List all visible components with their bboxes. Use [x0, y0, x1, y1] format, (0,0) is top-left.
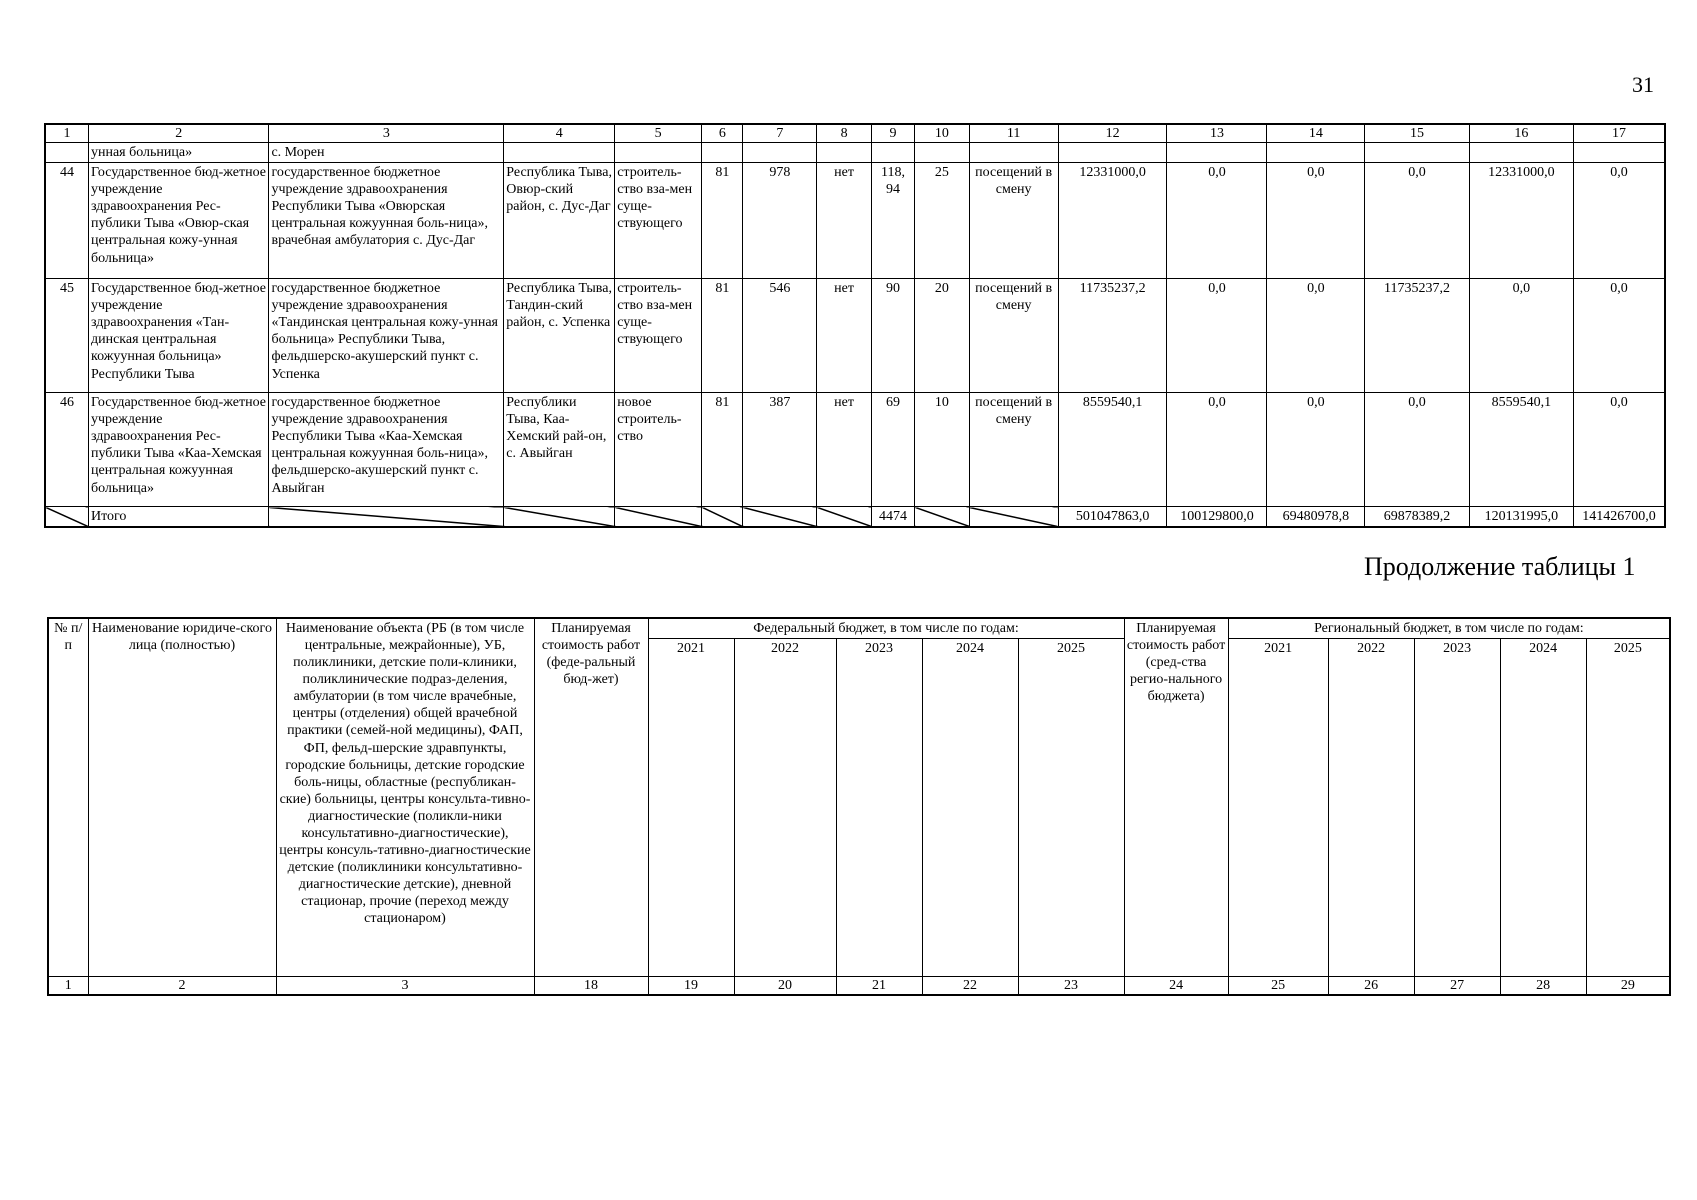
header-object: Наименование объекта (РБ (в том числе центральные, межрайонные), УБ, поликлиники, детские поли-клиники, поликлинические подраз-деления, амбулатории (в том числе врачебные, центры (отделения) общей врачебной практики (семей-ной медицины), ФАП, ФП, фельд-шерские здравпункты, городские больницы, детские городские боль-ницы, областные (республикан-ские) больницы, центры консульта-тивно-диагностические (поликли-ники консультативно-диагностические), центры консуль-тативно-диагностические детские (поликлиники консультативно-диагностические детские), дневной стационар, прочие (переход между стационаром) — [276, 618, 534, 977]
cell-location: Республика Тыва, Овюр-ский район, с. Дус-Даг — [504, 163, 615, 279]
col-number: 20 — [734, 977, 836, 996]
cell-work: строитель-ство вза-мен суще-ствующего — [615, 279, 702, 393]
cell-c17: 0,0 — [1574, 279, 1665, 393]
header-year: 2025 — [1018, 639, 1124, 977]
total-c15: 69878389,2 — [1365, 507, 1469, 528]
cell-c7: 387 — [743, 393, 817, 507]
cell-c13: 0,0 — [1167, 393, 1267, 507]
cell-c13: 0,0 — [1167, 279, 1267, 393]
cell-legal: Государственное бюд-жетное учреждение здравоохранения Рес-публики Тыва «Овюр-ская центральная кожу-унная больница» — [88, 163, 268, 279]
cell-c16: 12331000,0 — [1469, 163, 1573, 279]
col-number: 2 — [88, 977, 276, 996]
col-number: 12 — [1058, 124, 1167, 143]
col-number: 21 — [836, 977, 922, 996]
cell-number: 45 — [45, 279, 88, 393]
col-number: 7 — [743, 124, 817, 143]
col-number: 3 — [276, 977, 534, 996]
col-number: 25 — [1228, 977, 1328, 996]
cell-c6: 81 — [702, 279, 743, 393]
total-c14: 69480978,8 — [1267, 507, 1365, 528]
col-number: 27 — [1414, 977, 1500, 996]
cell-c9: 90 — [871, 279, 914, 393]
col-number: 29 — [1586, 977, 1670, 996]
header-reg-group: Региональный бюджет, в том числе по годам: — [1228, 618, 1670, 639]
col-number: 14 — [1267, 124, 1365, 143]
cell-number: 44 — [45, 163, 88, 279]
col-number: 8 — [817, 124, 871, 143]
col-number: 24 — [1124, 977, 1228, 996]
cell-c14: 0,0 — [1267, 279, 1365, 393]
main-table-bottom — [47, 617, 1671, 996]
col-number: 26 — [1328, 977, 1414, 996]
cell-c11: посещений в смену — [969, 279, 1058, 393]
col-number: 22 — [922, 977, 1018, 996]
cell-c12: 12331000,0 — [1058, 163, 1167, 279]
cell-c15: 0,0 — [1365, 393, 1469, 507]
header-year: 2022 — [1328, 639, 1414, 977]
header-year: 2021 — [1228, 639, 1328, 977]
col-number: 13 — [1167, 124, 1267, 143]
table-caption: Продолжение таблицы 1 — [1364, 552, 1636, 581]
header-year: 2023 — [1414, 639, 1500, 977]
cell-c14: 0,0 — [1267, 163, 1365, 279]
table-row — [45, 163, 1665, 279]
column-number-row — [48, 977, 1670, 996]
diagonal-cell — [702, 507, 743, 528]
cell-object: с. Морен — [269, 143, 504, 163]
col-number: 19 — [648, 977, 734, 996]
cell-c12: 8559540,1 — [1058, 393, 1167, 507]
col-number: 18 — [534, 977, 648, 996]
cell-c15: 0,0 — [1365, 163, 1469, 279]
cell-c14: 0,0 — [1267, 393, 1365, 507]
col-number: 2 — [88, 124, 268, 143]
header-row-1 — [48, 618, 1670, 639]
cell-legal: унная больница» — [88, 143, 268, 163]
diagonal-cell — [45, 507, 88, 528]
header-year: 2024 — [1500, 639, 1586, 977]
table-row — [45, 279, 1665, 393]
col-number: 1 — [45, 124, 88, 143]
diagonal-cell — [915, 507, 969, 528]
total-label: Итого — [88, 507, 268, 528]
cell-c6: 81 — [702, 393, 743, 507]
cell-c11: посещений в смену — [969, 163, 1058, 279]
cell-c6: 81 — [702, 163, 743, 279]
cell-c8: нет — [817, 163, 871, 279]
col-number: 17 — [1574, 124, 1665, 143]
cell-work: новое строитель-ство — [615, 393, 702, 507]
col-number: 15 — [1365, 124, 1469, 143]
cell-c8: нет — [817, 279, 871, 393]
cell-legal: Государственное бюд-жетное учреждение здравоохранения Рес-публики Тыва «Каа-Хемская центральная кожуунная больница» — [88, 393, 268, 507]
header-year: 2023 — [836, 639, 922, 977]
page-number: 31 — [1632, 72, 1654, 97]
total-c13: 100129800,0 — [1167, 507, 1267, 528]
col-number: 5 — [615, 124, 702, 143]
cell-location: Республики Тыва, Каа-Хемский рай-он, с. Авыйган — [504, 393, 615, 507]
cell-work: строитель-ство вза-мен суще-ствующего — [615, 163, 702, 279]
diagonal-cell — [504, 507, 615, 528]
column-number-row — [45, 124, 1665, 143]
continuation-row — [45, 143, 1665, 163]
cell-c7: 546 — [743, 279, 817, 393]
cell-c9: 69 — [871, 393, 914, 507]
cell-c7: 978 — [743, 163, 817, 279]
cell-c15: 11735237,2 — [1365, 279, 1469, 393]
cell-object: государственное бюджетное учреждение здравоохранения «Тандинская центральная кожу-унная больница» Республики Тыва, фельдшерско-акушерский пункт с. Успенка — [269, 279, 504, 393]
header-year: 2024 — [922, 639, 1018, 977]
col-number: 11 — [969, 124, 1058, 143]
total-row — [45, 507, 1665, 528]
col-number: 6 — [702, 124, 743, 143]
header-reg-cost: Планируемая стоимость работ (сред-ства регио-нального бюджета) — [1124, 618, 1228, 977]
cell-c16: 0,0 — [1469, 279, 1573, 393]
header-year: 2025 — [1586, 639, 1670, 977]
cell-legal: Государственное бюд-жетное учреждение здравоохранения «Тан-динская центральная кожуунная больница» Республики Тыва — [88, 279, 268, 393]
diagonal-cell — [969, 507, 1058, 528]
diagonal-cell — [817, 507, 871, 528]
header-year: 2021 — [648, 639, 734, 977]
cell-object: государственное бюджетное учреждение здравоохранения Республики Тыва «Овюрская центральная кожуунная боль-ница», врачебная амбулатория с. Дус-Даг — [269, 163, 504, 279]
total-c17: 141426700,0 — [1574, 507, 1665, 528]
col-number: 16 — [1469, 124, 1573, 143]
cell-object: государственное бюджетное учреждение здравоохранения Республики Тыва «Каа-Хемская центральная кожуунная боль-ница», фельдшерско-акушерский пункт с. Авыйган — [269, 393, 504, 507]
col-number: 28 — [1500, 977, 1586, 996]
diagonal-cell — [615, 507, 702, 528]
cell-c9: 118, 94 — [871, 163, 914, 279]
cell-c10: 25 — [915, 163, 969, 279]
col-number: 1 — [48, 977, 88, 996]
table-row — [45, 393, 1665, 507]
cell-c13: 0,0 — [1167, 163, 1267, 279]
total-c16: 120131995,0 — [1469, 507, 1573, 528]
total-c12: 501047863,0 — [1058, 507, 1167, 528]
cell-c8: нет — [817, 393, 871, 507]
main-table-top — [44, 123, 1666, 528]
cell-c10: 10 — [915, 393, 969, 507]
col-number: 4 — [504, 124, 615, 143]
diagonal-cell — [743, 507, 817, 528]
col-number: 23 — [1018, 977, 1124, 996]
diagonal-cell — [269, 507, 504, 528]
col-number: 9 — [871, 124, 914, 143]
cell-c10: 20 — [915, 279, 969, 393]
header-fed-cost: Планируемая стоимость работ (феде-ральный бюд-жет) — [534, 618, 648, 977]
cell-location: Республика Тыва, Тандин-ский район, с. Успенка — [504, 279, 615, 393]
cell-c12: 11735237,2 — [1058, 279, 1167, 393]
cell-c17: 0,0 — [1574, 163, 1665, 279]
header-fed-group: Федеральный бюджет, в том числе по годам: — [648, 618, 1124, 639]
total-c9: 4474 — [871, 507, 914, 528]
cell-c17: 0,0 — [1574, 393, 1665, 507]
header-num: № п/п — [48, 618, 88, 977]
header-year: 2022 — [734, 639, 836, 977]
header-legal: Наименование юридиче-ского лица (полностью) — [88, 618, 276, 977]
cell-c11: посещений в смену — [969, 393, 1058, 507]
col-number: 3 — [269, 124, 504, 143]
cell-number: 46 — [45, 393, 88, 507]
cell-c16: 8559540,1 — [1469, 393, 1573, 507]
col-number: 10 — [915, 124, 969, 143]
